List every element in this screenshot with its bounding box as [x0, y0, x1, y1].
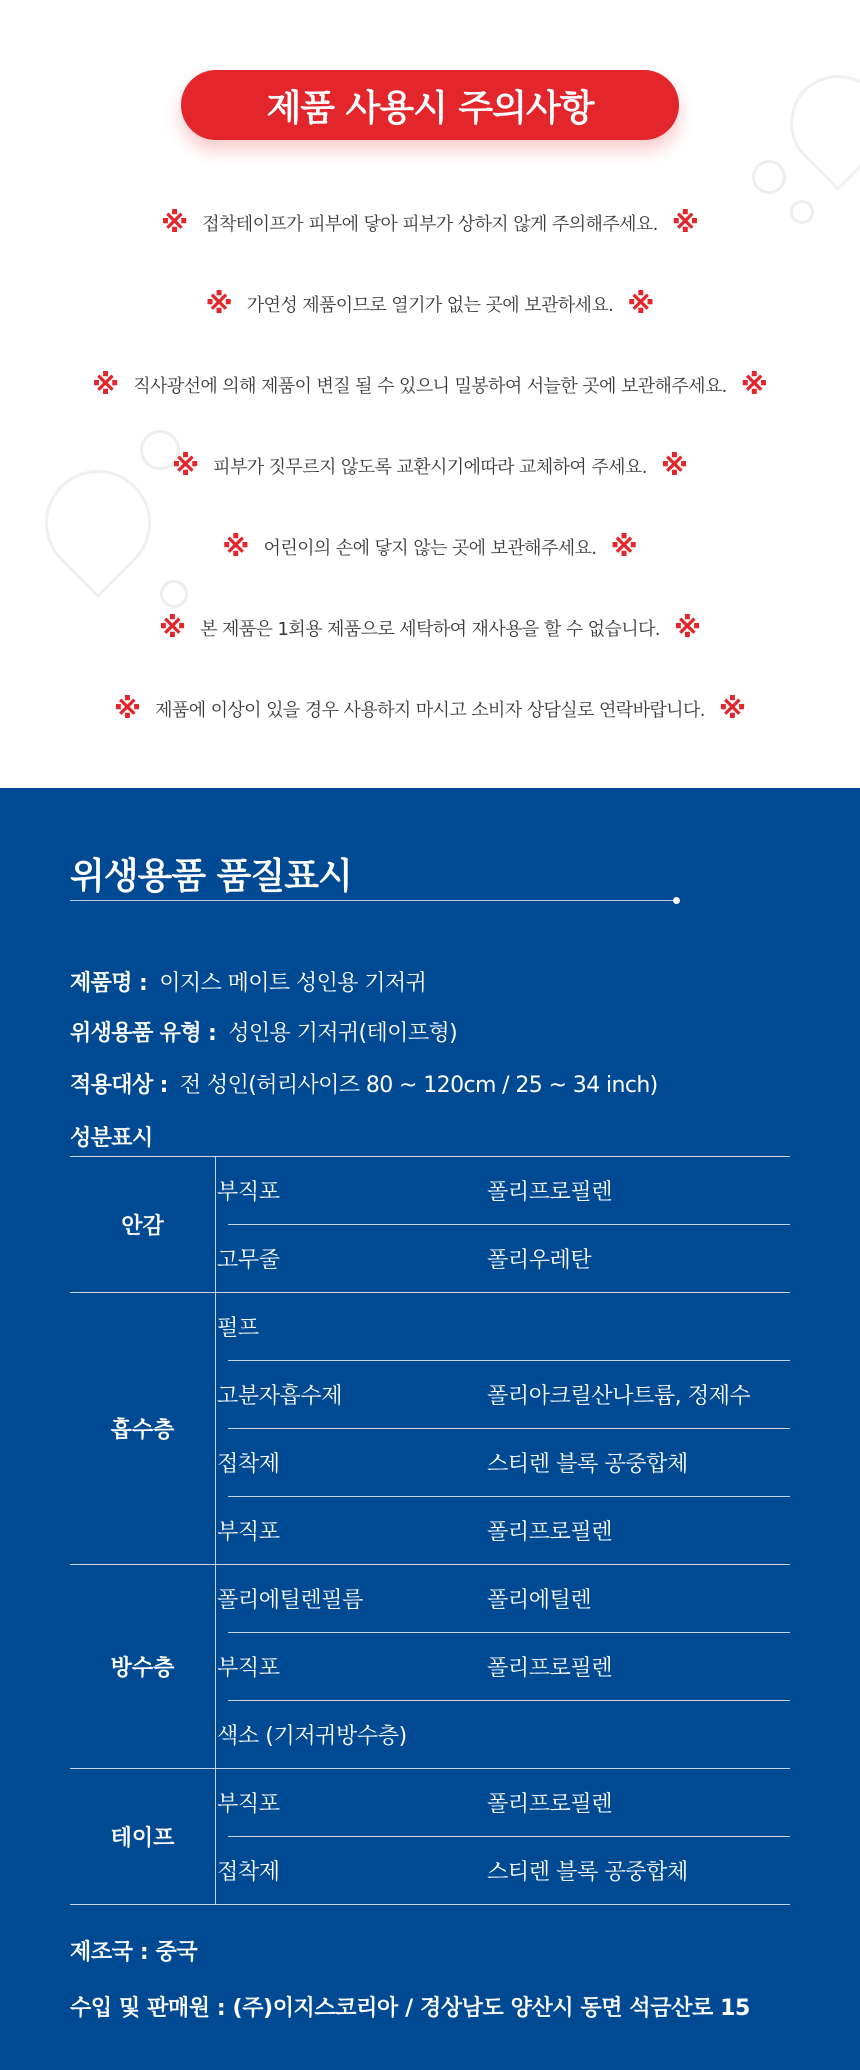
material-part: 접착제	[217, 1859, 280, 1885]
group-label: 안감	[121, 1213, 164, 1239]
group-label: 방수층	[110, 1655, 175, 1681]
reference-mark-icon: ※	[205, 287, 233, 320]
reference-mark-icon: ※	[671, 206, 700, 239]
caution-item	[0, 608, 860, 648]
reference-mark-icon: ※	[740, 368, 769, 401]
group-divider	[215, 1156, 216, 1292]
quality-title: 위생용품 품질표시	[70, 856, 352, 897]
reference-mark-icon: ※	[158, 611, 187, 644]
group-divider	[215, 1292, 216, 1564]
material-component: 폴리프로필렌	[487, 1655, 613, 1681]
material-component: 스티렌 블록 공중합체	[487, 1859, 688, 1885]
product-name-row	[70, 966, 426, 997]
target-label: 적용대상 :	[70, 1073, 168, 1098]
reference-mark-icon: ※	[673, 611, 702, 644]
country-line: 제조국 : 중국	[70, 1940, 198, 1965]
product-name-label: 제품명 :	[70, 971, 148, 996]
table-divider	[70, 1904, 790, 1905]
material-component: 스티렌 블록 공중합체	[487, 1451, 688, 1477]
target-value: 전 성인(허리사이즈 80 ~ 120cm / 25 ~ 34 inch)	[179, 1073, 658, 1098]
caution-title-banner	[181, 70, 679, 140]
caution-item	[0, 689, 860, 729]
reference-mark-icon: ※	[660, 449, 689, 482]
bubble-decoration	[160, 580, 188, 608]
caution-text: 직사광선에 의해 제품이 변질 될 수 있으니 밀봉하여 서늘한 곳에 보관해주세요.	[133, 376, 727, 397]
reference-mark-icon: ※	[113, 692, 142, 725]
group-label: 테이프	[110, 1825, 175, 1851]
material-component: 폴리에틸렌	[487, 1587, 592, 1613]
caution-text: 접착테이프가 피부에 닿아 피부가 상하지 않게 주의해주세요.	[202, 214, 658, 235]
caution-text: 피부가 짓무르지 않도록 교환시기에따라 교체하여 주세요.	[213, 457, 647, 478]
material-part: 접착제	[217, 1451, 280, 1477]
caution-title: 제품 사용시 주의사항	[266, 87, 594, 129]
type-row	[70, 1016, 457, 1047]
reference-mark-icon: ※	[160, 206, 189, 239]
material-component: 폴리프로필렌	[487, 1791, 613, 1817]
title-underline	[70, 900, 676, 901]
caution-item	[0, 284, 860, 324]
caution-section	[0, 0, 860, 788]
caution-text: 어린이의 손에 닿지 않는 곳에 보관해주세요.	[263, 538, 597, 559]
caution-item	[0, 446, 860, 486]
material-component: 폴리우레탄	[487, 1247, 592, 1273]
material-part: 고분자흡수제	[217, 1383, 343, 1409]
material-part: 부직포	[217, 1791, 280, 1817]
reference-mark-icon: ※	[171, 449, 200, 482]
material-component: 폴리프로필렌	[487, 1179, 613, 1205]
caution-item	[0, 527, 860, 567]
material-part: 색소 (기저귀방수층)	[217, 1723, 407, 1749]
caution-item	[0, 365, 860, 405]
type-label: 위생용품 유형 :	[70, 1021, 217, 1046]
bubble-decoration	[752, 160, 786, 194]
material-part: 부직포	[217, 1655, 280, 1681]
material-part: 폴리에틸렌필름	[217, 1587, 363, 1613]
importer-line: 수입 및 판매원 : (주)이지스코리아 / 경상남도 양산시 동면 석금산로 15	[70, 1996, 750, 2021]
material-part: 부직포	[217, 1519, 280, 1545]
caution-item	[0, 203, 860, 243]
reference-mark-icon: ※	[627, 287, 655, 320]
reference-mark-icon: ※	[91, 368, 120, 401]
reference-mark-icon: ※	[718, 692, 747, 725]
caution-text: 본 제품은 1회용 제품으로 세탁하여 재사용을 할 수 없습니다.	[200, 619, 660, 640]
material-component: 폴리프로필렌	[487, 1519, 613, 1545]
material-part: 고무줄	[217, 1247, 280, 1273]
caution-text: 가연성 제품이므로 열기가 없는 곳에 보관하세요.	[246, 295, 614, 316]
composition-label: 성분표시	[70, 1126, 153, 1151]
type-value: 성인용 기저귀(테이프형)	[228, 1021, 458, 1046]
group-divider	[215, 1564, 216, 1768]
product-name-value: 이지스 메이트 성인용 기저귀	[159, 971, 427, 996]
group-label: 흡수층	[110, 1417, 175, 1443]
reference-mark-icon: ※	[222, 530, 250, 563]
quality-section	[0, 788, 860, 2070]
material-part: 펄프	[217, 1315, 259, 1341]
title-underline-dot	[673, 897, 680, 904]
material-component: 폴리아크릴산나트륨, 정제수	[487, 1383, 751, 1409]
caution-text: 제품에 이상이 있을 경우 사용하지 마시고 소비자 상담실로 연락바랍니다.	[155, 700, 705, 721]
group-divider	[215, 1768, 216, 1904]
reference-mark-icon: ※	[610, 530, 638, 563]
target-row	[70, 1068, 658, 1099]
material-part: 부직포	[217, 1179, 280, 1205]
